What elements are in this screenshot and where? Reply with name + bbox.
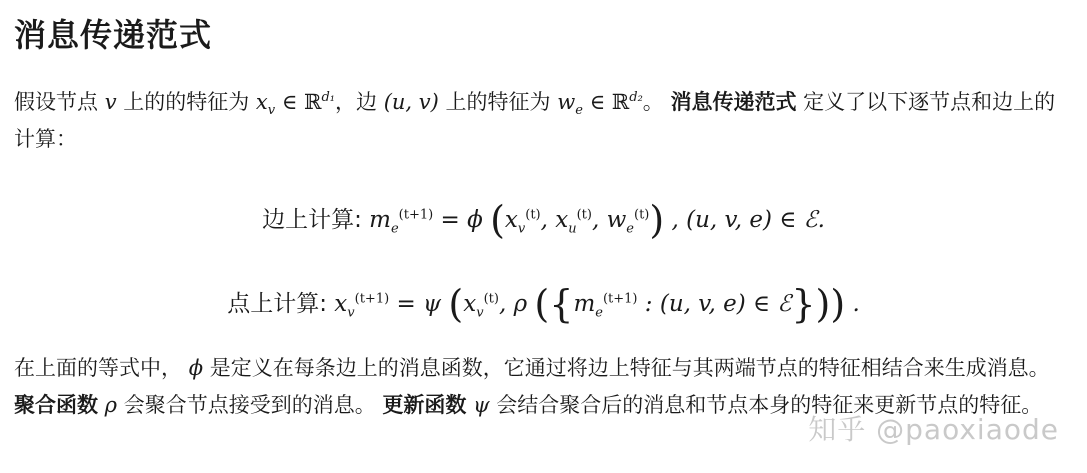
left-brace: { bbox=[549, 282, 574, 326]
math-phi: ϕ bbox=[188, 356, 204, 380]
text: 在上面的等式中， bbox=[14, 356, 189, 380]
math-sup: (t) bbox=[525, 207, 541, 223]
math-sup: (t+1) bbox=[398, 207, 434, 223]
math-sub: u bbox=[568, 221, 577, 237]
math-comma: , bbox=[540, 207, 556, 233]
math-sup: d₁ bbox=[321, 90, 336, 105]
right-paren: ) bbox=[830, 282, 846, 326]
math-x: x bbox=[255, 90, 268, 114]
math-sub: v bbox=[347, 305, 355, 321]
math-m: m bbox=[573, 291, 596, 317]
eq-label: 边上计算: bbox=[262, 207, 370, 233]
bold-term: 消息传递范式 bbox=[670, 90, 797, 114]
math-in-R: ∈ ℝ bbox=[582, 90, 630, 114]
text: 上的的特征为 bbox=[116, 90, 256, 114]
math-w: w bbox=[606, 207, 627, 233]
math-tail: , (u, v, e) ∈ ℰ. bbox=[664, 207, 825, 233]
math-set: : (u, v, e) ∈ ℰ bbox=[637, 291, 792, 317]
math-x: x bbox=[334, 291, 348, 317]
left-paren: ( bbox=[490, 198, 505, 242]
left-paren: ( bbox=[448, 282, 464, 326]
text: 是定义在每条边上的消息函数，它通过将边上特征与其两端节点的特征相结合来生成消息。 bbox=[203, 356, 1050, 380]
math-eq: = ψ bbox=[389, 291, 449, 317]
math-sub: v bbox=[517, 221, 526, 237]
equation-node bbox=[0, 282, 1087, 326]
math-sup: (t) bbox=[634, 207, 650, 223]
text: 会结合聚合后的消息和节点本身的特征来更新节点的特征。 bbox=[489, 393, 1043, 417]
math-w: w bbox=[557, 90, 576, 114]
right-brace: } bbox=[791, 282, 816, 326]
math-x: x bbox=[504, 207, 518, 233]
watermark: 知乎 @paoxiaode bbox=[808, 413, 1059, 446]
math-sup: (t) bbox=[483, 291, 499, 307]
math-sub: e bbox=[390, 221, 399, 237]
math-sub: e bbox=[575, 103, 583, 119]
math-sup: (t+1) bbox=[602, 291, 638, 307]
math-sub: v bbox=[476, 305, 484, 321]
text: 假设节点 bbox=[14, 90, 105, 114]
math-psi: ψ bbox=[466, 393, 490, 417]
math-v: v bbox=[104, 90, 117, 114]
math-rho: ρ bbox=[98, 393, 118, 417]
eq-label: 点上计算: bbox=[227, 291, 335, 317]
bold-term: 聚合函数 bbox=[14, 393, 98, 417]
math-sub: e bbox=[595, 305, 603, 321]
math-sup: (t+1) bbox=[354, 291, 390, 307]
math-x: x bbox=[463, 291, 477, 317]
bold-term: 更新函数 bbox=[382, 393, 467, 417]
math-rho: , ρ bbox=[498, 291, 535, 317]
section-heading: 消息传递范式 bbox=[14, 16, 213, 54]
text: 会聚合节点接受到的消息。 bbox=[117, 393, 383, 417]
math-in-R: ∈ ℝ bbox=[275, 90, 322, 114]
right-paren: ) bbox=[815, 282, 831, 326]
math-sup: d₂ bbox=[629, 90, 643, 105]
text: 。 bbox=[642, 90, 671, 114]
text: 上的特征为 bbox=[438, 90, 558, 114]
math-uv: (u, v) bbox=[383, 90, 439, 114]
math-eq: = ϕ bbox=[433, 207, 491, 233]
math-tail: . bbox=[845, 291, 860, 317]
math-sub: v bbox=[267, 103, 276, 119]
math-sup: (t) bbox=[576, 207, 592, 223]
math-x: x bbox=[555, 207, 569, 233]
equation-edge bbox=[0, 198, 1087, 242]
intro-paragraph bbox=[14, 84, 1074, 158]
math-comma: , bbox=[591, 207, 607, 233]
math-sub: e bbox=[626, 221, 634, 237]
text: 定义了以下逐节点和边上的计算： bbox=[14, 90, 1056, 151]
left-paren: ( bbox=[534, 282, 550, 326]
text: ，边 bbox=[335, 90, 384, 114]
right-paren: ) bbox=[649, 198, 665, 242]
math-m: m bbox=[369, 207, 391, 233]
